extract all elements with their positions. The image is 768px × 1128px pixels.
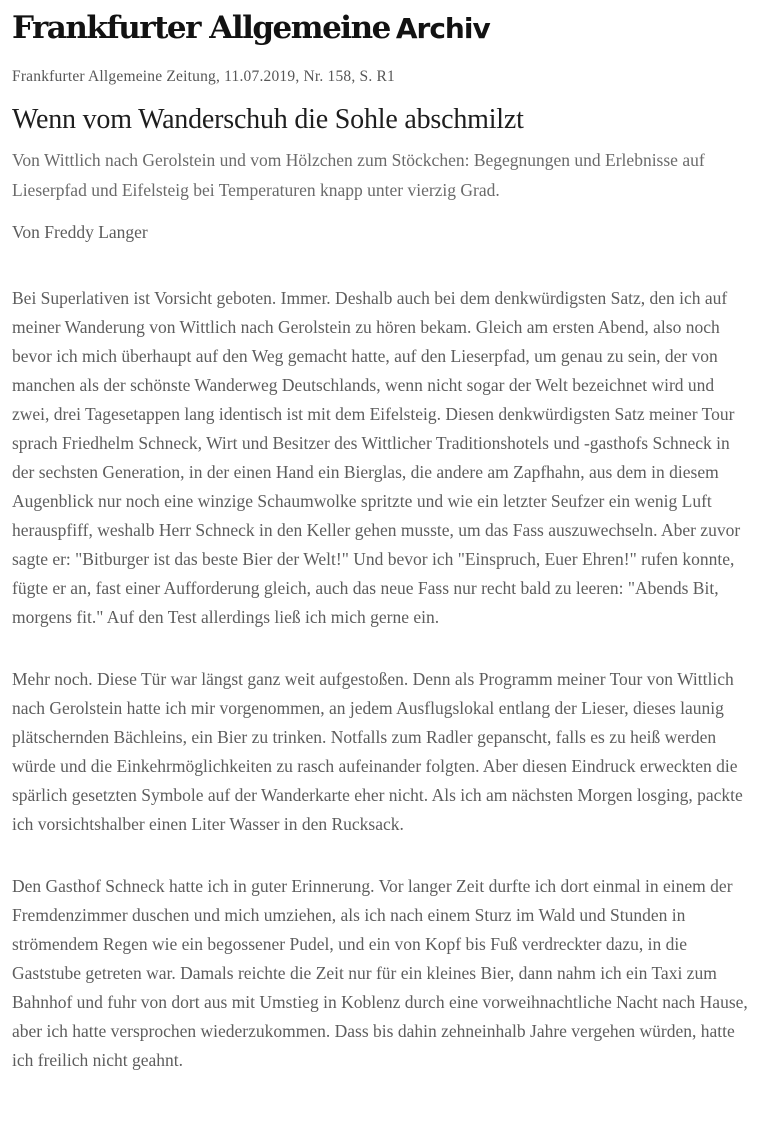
masthead-logo	[12, 10, 754, 46]
article-paragraph-2: Mehr noch. Diese Tür war längst ganz weit aufgestoßen. Denn als Programm meiner Tour von Wittlich nach Gerolstein hatte ich mir vorgenommen, an jedem Ausflugslokal entlang der Lieser, dieses launig plätschernden Bächleins, ein Bier zu trinken. Notfalls zum Radler gepanscht, falls es zu heiß werden würde und die Einkehrmöglichkeiten zu rasch aufeinander folgten. Aber diesen Eindruck erweckten die spärlich gesetzten Symbole auf der Wanderkarte eher nicht. Als ich am nächsten Morgen losging, packte ich vorsichtshalber einen Liter Wasser in den Rucksack.	[12, 669, 743, 834]
article-title: Wenn vom Wanderschuh die Sohle abschmilzt	[12, 104, 524, 135]
article-subtitle: Von Wittlich nach Gerolstein und vom Hölzchen zum Stöckchen: Begegnungen und Erlebnisse auf Lieserpfad und Eifelsteig bei Temperaturen knapp unter vierzig Grad.	[12, 150, 705, 200]
article-paragraph-3: Den Gasthof Schneck hatte ich in guter Erinnerung. Vor langer Zeit durfte ich dort einmal in einem der Fremdenzimmer duschen und mich umziehen, als ich nach einem Sturz im Wald und Stunden in strömendem Regen wie ein begossener Pudel, und ein von Kopf bis Fuß verdreckter dazu, in die Gaststube getreten war. Damals reichte die Zeit nur für ein kleines Bier, dann nahm ich ein Taxi zum Bahnhof und fuhr von dort aus mit Umstieg in Koblenz durch eine vorweihnachtliche Nacht nach Hause, aber ich hatte versprochen wiederzukommen. Dass bis dahin zehneinhalb Jahre vergehen würden, hatte ich freilich nicht geahnt.	[12, 876, 748, 1070]
logo-archiv: Archiv	[395, 12, 490, 45]
logo-frankfurter-allgemeine: Frankfurter Allgemeine	[12, 10, 390, 46]
article-byline: Von Freddy Langer	[12, 222, 148, 242]
source-citation: Frankfurter Allgemeine Zeitung, 11.07.2019, Nr. 158, S. R1	[12, 68, 395, 85]
article	[12, 104, 754, 1075]
article-paragraph-1: Bei Superlativen ist Vorsicht geboten. Immer. Deshalb auch bei dem denkwürdigsten Satz, den ich auf meiner Wanderung von Wittlich nach Gerolstein zu hören bekam. Gleich am ersten Abend, also noch bevor ich mich überhaupt auf den Weg gemacht hatte, auf den Lieserpfad, um genau zu sein, der von manchen als der schönste Wanderweg Deutschlands, wenn nicht sogar der Welt bezeichnet wird und zwei, drei Tagesetappen lang identisch ist mit dem Eifelsteig. Diesen denkwürdigsten Satz meiner Tour sprach Friedhelm Schneck, Wirt und Besitzer des Wittlicher Traditionshotels und -gasthofs Schneck in der sechsten Generation, in der einen Hand ein Bierglas, die andere am Zapfhahn, aus dem in diesem Augenblick nur noch eine winzige Schaumwolke spritzte und wie ein letzter Seufzer ein wenig Luft herauspfiff, weshalb Herr Schneck in den Keller gehen musste, um das Fass auszuwechseln. Aber zuvor sagte er: "Bitburger ist das beste Bier der Welt!" Und bevor ich "Einspruch, Euer Ehren!" rufen konnte, fügte er an, fast einer Aufforderung gleich, auch das neue Fass nur recht bald zu leeren: "Abends Bit, morgens fit." Auf den Test allerdings ließ ich mich gerne ein.	[12, 288, 741, 627]
